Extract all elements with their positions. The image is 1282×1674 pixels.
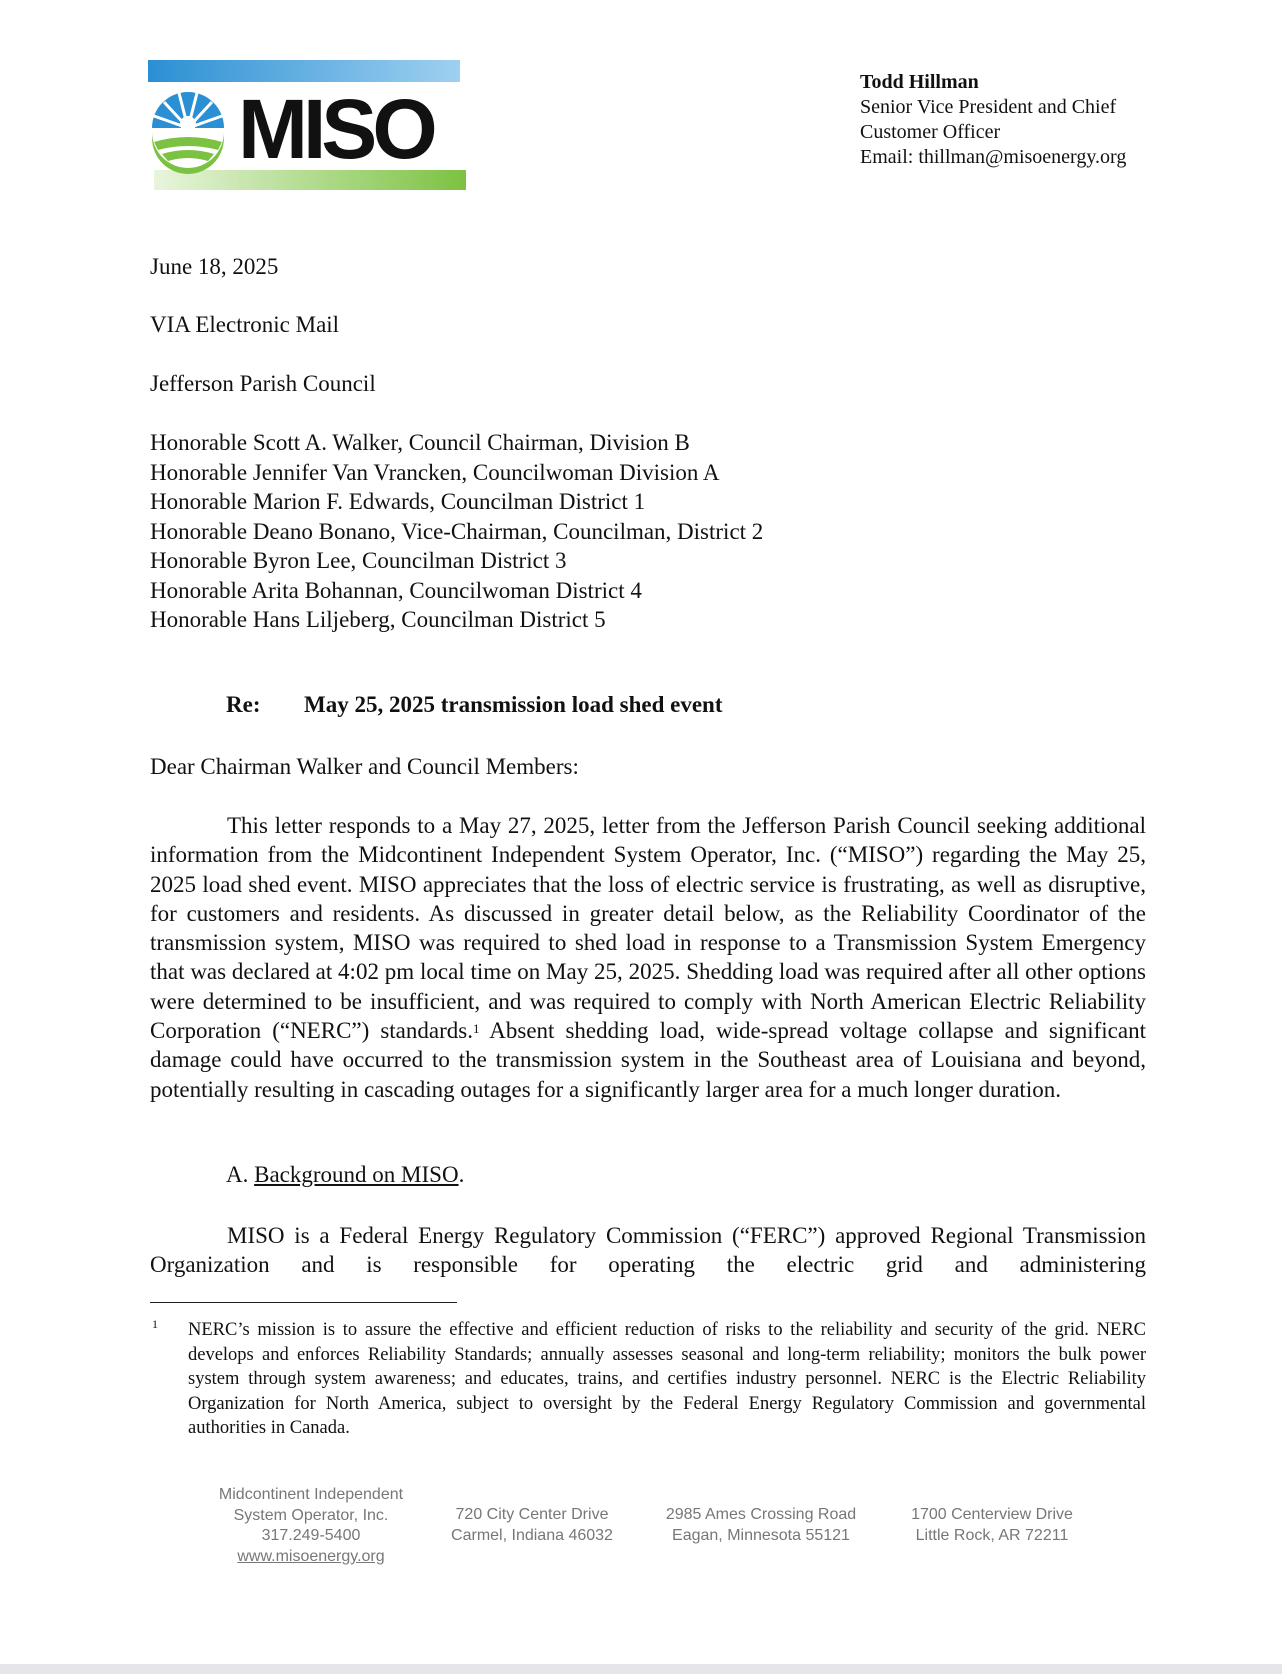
footer-phone: 317.249-5400 xyxy=(261,1527,361,1544)
recipient-line: Honorable Jennifer Van Vrancken, Councilwoman Division A xyxy=(150,459,720,485)
miso-logo-graphic xyxy=(148,60,466,192)
subject-line xyxy=(226,692,723,718)
sender-title-line1: Senior Vice President and Chief xyxy=(860,96,1117,118)
paragraph-1-text: This letter responds to a May 27, 2025, letter from the Jefferson Parish Council seeking additional information from the Midcontinent Independent System Operator, Inc. (“MISO”) regarding the May 25, 2025 load shed event. MISO appreciates that the loss of electric service is frustrating, as well as disruptive, for customers and residents. As discussed in greater detail below, as the Reliability Coordinator of the transmission system, MISO was required to shed load in response to a Transmission System Emergency that was declared at 4:02 pm local time on May 25, 2025. Shedding load was required after all other options were determined to be insufficient, and was required to comply with North American Electric Reliability Corporation (“NERC”) standards. xyxy=(150,813,1146,1044)
subject-text: May 25, 2025 transmission load shed event xyxy=(304,692,723,717)
miso-logo xyxy=(148,60,466,192)
footer-company-line2: System Operator, Inc. xyxy=(233,1506,389,1524)
sender-title-line2: Customer Officer xyxy=(860,121,1001,143)
addressee: Jefferson Parish Council xyxy=(150,371,376,396)
footer-company-line1: Midcontinent Independent xyxy=(218,1486,404,1503)
recipient-list xyxy=(150,428,763,635)
body-paragraph-1 xyxy=(150,811,1146,1104)
recipient-line: Honorable Marion F. Edwards, Councilman District 1 xyxy=(150,489,646,514)
section-a-title: Background on MISO xyxy=(254,1162,459,1187)
footnote-number: 1 xyxy=(152,1317,158,1331)
sender-email: Email: thillman@misoenergy.org xyxy=(860,146,1127,168)
section-a-suffix: . xyxy=(458,1162,465,1187)
footnote-divider xyxy=(150,1302,457,1303)
recipient-line: Honorable Hans Liljeberg, Councilman District 5 xyxy=(150,607,606,632)
footer-address-line2: Eagan, Minnesota 55121 xyxy=(672,1526,850,1544)
page-bottom-edge xyxy=(0,1664,1282,1674)
footer-address-line2: Little Rock, AR 72211 xyxy=(915,1526,1069,1544)
footer-address-line2: Carmel, Indiana 46032 xyxy=(451,1526,613,1544)
footer-col-2 xyxy=(432,1505,632,1546)
footer-address-line1: 720 City Center Drive xyxy=(455,1506,609,1523)
recipient-line: Honorable Arita Bohannan, Councilwoman District 4 xyxy=(150,577,642,603)
subject-label: Re: xyxy=(226,692,261,717)
footer-col-4 xyxy=(890,1505,1094,1546)
section-a-prefix: A. xyxy=(226,1162,255,1187)
sender-block xyxy=(860,70,1126,170)
section-a-heading xyxy=(226,1162,464,1188)
paragraph-2-text: MISO is a Federal Energy Regulatory Commission (“FERC”) approved Regional Transmission Organization and is responsible for operating the electric grid and administering xyxy=(150,1223,1146,1278)
sender-name: Todd Hillman xyxy=(860,71,979,93)
salutation: Dear Chairman Walker and Council Members: xyxy=(150,754,579,779)
footnote-text: NERC’s mission is to assure the effective and efficient reduction of risks to the reliability and security of the grid. NERC develops and enforces Reliability Standards; annually assesses seasonal and long-term reliability; monitors the bulk power system through system awareness; and educates, trains, and certifies industry personnel. NERC is the Electric Reliability Organization for North America, subject to oversight by the Federal Energy Regulatory Commission and governmental authorities in Canada. xyxy=(188,1320,1146,1438)
footer-col-1 xyxy=(196,1485,426,1567)
footer-col-3 xyxy=(648,1505,874,1546)
recipient-line: Honorable Byron Lee, Councilman District 3 xyxy=(150,548,567,573)
footer-address-line1: 2985 Ames Crossing Road xyxy=(665,1506,857,1523)
footer-website-link[interactable]: www.misoenergy.org xyxy=(237,1547,385,1565)
logo-wordmark: MISO xyxy=(238,82,433,176)
paragraph-1-continuation: Absent shedding load, wide-spread voltage collapse and significant damage could have occurred to the transmission system in the Southeast area of Louisiana and beyond, potentially resulting in cascading outages for a significantly larger area for a much longer duration. xyxy=(150,1018,1146,1102)
recipient-line: Honorable Scott A. Walker, Council Chairman, Division B xyxy=(150,430,690,455)
letter-date: June 18, 2025 xyxy=(150,254,279,279)
footer-address-line1: 1700 Centerview Drive xyxy=(911,1506,1073,1523)
footnote-ref: 1 xyxy=(472,1021,480,1037)
recipient-line: Honorable Deano Bonano, Vice-Chairman, Councilman, District 2 xyxy=(150,518,764,544)
delivery-method: VIA Electronic Mail xyxy=(150,312,340,337)
body-paragraph-2 xyxy=(150,1221,1146,1280)
